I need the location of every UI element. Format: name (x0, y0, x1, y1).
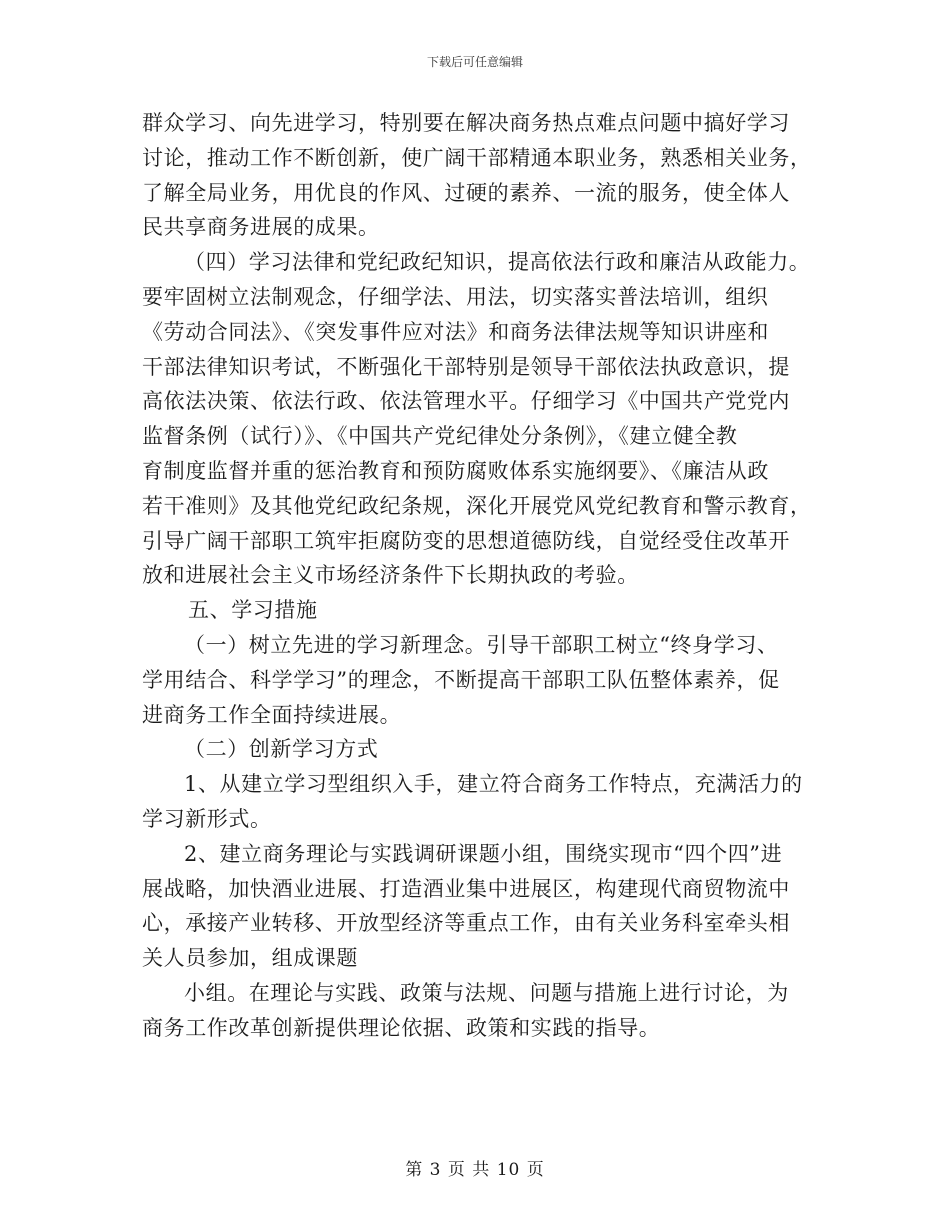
text-line: 讨论，推动工作不断创新，使广阔干部精通本职业务，熟悉相关业务， (142, 145, 812, 170)
text-line: 了解全局业务，用优良的作风、过硬的素养、一流的服务，使全体人 (142, 180, 790, 205)
text-line: 心，承接产业转移、开放型经济等重点工作，由有关业务科室牵头相 (142, 911, 790, 936)
text-line: 要牢固树立法制观念，仔细学法、用法，切实落实普法培训，组织 (142, 284, 769, 309)
text-line: 民共享商务进展的成果。 (142, 215, 380, 240)
page-footer: 第 3 页 共 10 页 (405, 1160, 545, 1180)
text-line: 小组。在理论与实践、政策与法规、问题与措施上进行讨论，为 (184, 980, 789, 1005)
text-line: 进商务工作全面持续进展。 (142, 702, 402, 727)
text-line: 监督条例（试行）》、《中国共产党纪律处分条例》，《建立健全教 (142, 424, 738, 449)
text-line: 育制度监督并重的惩治教育和预防腐败体系实施纲要》、《廉洁从政 (142, 458, 769, 483)
text-line: 商务工作改革创新提供理论依据、政策和实践的指导。 (142, 1015, 661, 1040)
text-line: 放和进展社会主义市场经济条件下长期执政的考验。 (142, 563, 639, 588)
text-line: （一）树立先进的学习新理念。引导干部职工树立“终身学习、 (184, 632, 779, 657)
text-line: 干部法律知识考试，不断强化干部特别是领导干部依法执政意识，提 (142, 354, 790, 379)
text-line: （四）学习法律和党纪政纪知识，提高依法行政和廉洁从政能力。 (184, 250, 811, 275)
text-line: 展战略，加快酒业进展、打造酒业集中进展区，构建现代商贸物流中 (142, 876, 790, 901)
text-line: 引导广阔干部职工筑牢拒腐防变的思想道德防线，自觉经受住改革开 (142, 528, 790, 553)
text-line: 学习新形式。 (142, 806, 272, 831)
text-line: 2、建立商务理论与实践调研课题小组，围绕实现市“四个四”进 (184, 841, 783, 866)
text-line: 学用结合、科学学习”的理念，不断提高干部职工队伍整体素养，促 (142, 667, 780, 692)
text-line: 关人员参加，组成课题 (142, 946, 358, 971)
text-line: 《劳动合同法》、《突发事件应对法》和商务法律法规等知识讲座和 (142, 319, 769, 344)
text-line: 五、学习措施 (188, 598, 318, 623)
text-line: 群众学习、向先进学习，特别要在解决商务热点难点问题中搞好学习 (142, 111, 790, 135)
text-line: （二）创新学习方式 (184, 737, 379, 762)
page-header: 下载后可任意编辑 (426, 55, 523, 69)
text-line: 若干准则》及其他党纪政纪条规，深化开展党风党纪教育和警示教育， (142, 493, 812, 518)
text-line: 高依法决策、依法行政、依法管理水平。仔细学习《中国共产党党内 (142, 389, 790, 414)
document-body (142, 106, 814, 1046)
text-line: 1、从建立学习型组织入手，建立符合商务工作特点，充满活力的 (184, 772, 803, 797)
